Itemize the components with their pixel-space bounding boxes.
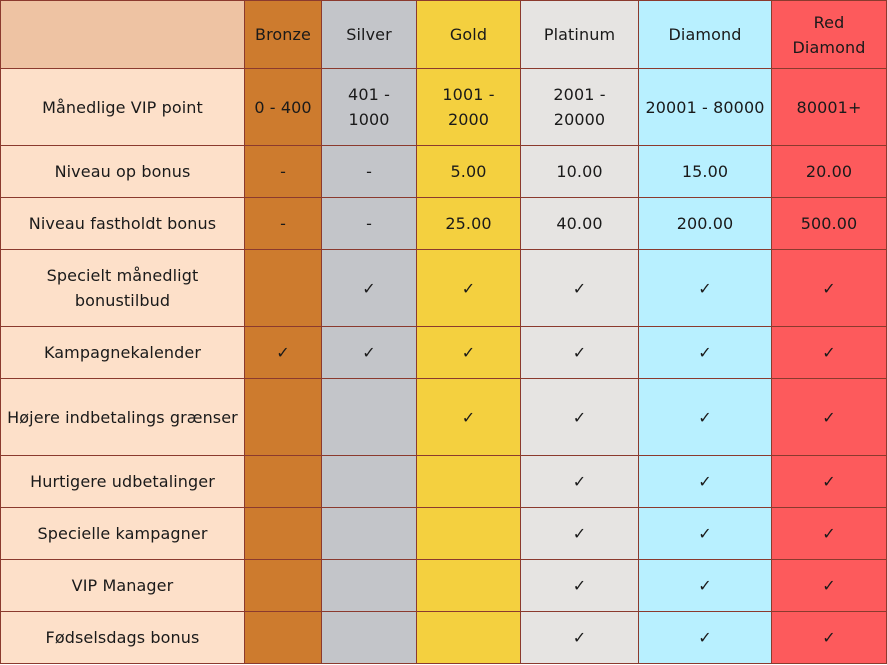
cell-bronze <box>245 612 322 664</box>
cell-bronze: 0 - 400 <box>245 69 322 146</box>
check-icon: ✓ <box>772 560 887 612</box>
check-icon: ✓ <box>772 612 887 664</box>
table-row <box>1 69 887 146</box>
cell-silver <box>322 456 417 508</box>
cell-gold: 5.00 <box>417 146 521 198</box>
header-row <box>1 1 887 69</box>
cell-diamond: 15.00 <box>639 146 772 198</box>
row-label: Specielle kampagner <box>1 508 245 560</box>
cell-silver <box>322 379 417 456</box>
check-icon: ✓ <box>639 560 772 612</box>
table-row <box>1 146 887 198</box>
row-label: Kampagnekalender <box>1 327 245 379</box>
check-icon: ✓ <box>521 379 639 456</box>
check-icon: ✓ <box>521 612 639 664</box>
table-row <box>1 327 887 379</box>
check-icon: ✓ <box>772 508 887 560</box>
tier-header-silver: Silver <box>322 1 417 69</box>
check-icon: ✓ <box>521 327 639 379</box>
cell-bronze <box>245 560 322 612</box>
check-icon: ✓ <box>639 379 772 456</box>
cell-silver <box>322 508 417 560</box>
check-icon: ✓ <box>772 250 887 327</box>
cell-platinum: 40.00 <box>521 198 639 250</box>
check-icon: ✓ <box>521 456 639 508</box>
cell-silver: - <box>322 146 417 198</box>
table-row <box>1 508 887 560</box>
tier-header-gold: Gold <box>417 1 521 69</box>
check-icon: ✓ <box>521 560 639 612</box>
cell-silver: 401 - 1000 <box>322 69 417 146</box>
check-icon: ✓ <box>772 456 887 508</box>
cell-platinum: 2001 - 20000 <box>521 69 639 146</box>
check-icon: ✓ <box>417 250 521 327</box>
cell-red-diamond: 500.00 <box>772 198 887 250</box>
tier-header-diamond: Diamond <box>639 1 772 69</box>
cell-silver <box>322 560 417 612</box>
corner-cell <box>1 1 245 69</box>
table-body <box>1 69 887 664</box>
cell-bronze <box>245 508 322 560</box>
cell-gold: 1001 - 2000 <box>417 69 521 146</box>
table-row <box>1 250 887 327</box>
table-row <box>1 456 887 508</box>
check-icon: ✓ <box>322 327 417 379</box>
cell-silver: - <box>322 198 417 250</box>
check-icon: ✓ <box>639 508 772 560</box>
cell-gold <box>417 560 521 612</box>
cell-red-diamond: 80001+ <box>772 69 887 146</box>
cell-diamond: 200.00 <box>639 198 772 250</box>
cell-bronze: - <box>245 146 322 198</box>
cell-gold <box>417 456 521 508</box>
row-label: Specielt månedligt bonustilbud <box>1 250 245 327</box>
cell-gold: 25.00 <box>417 198 521 250</box>
cell-silver <box>322 612 417 664</box>
row-label: Niveau op bonus <box>1 146 245 198</box>
check-icon: ✓ <box>417 327 521 379</box>
check-icon: ✓ <box>521 250 639 327</box>
cell-gold <box>417 508 521 560</box>
cell-gold <box>417 612 521 664</box>
cell-platinum: 10.00 <box>521 146 639 198</box>
cell-red-diamond: 20.00 <box>772 146 887 198</box>
tier-header-red-diamond: Red Diamond <box>772 1 887 69</box>
table-row <box>1 560 887 612</box>
check-icon: ✓ <box>772 327 887 379</box>
cell-diamond: 20001 - 80000 <box>639 69 772 146</box>
row-label: Højere indbetalings grænser <box>1 379 245 456</box>
row-label: Niveau fastholdt bonus <box>1 198 245 250</box>
row-label: Månedlige VIP point <box>1 69 245 146</box>
check-icon: ✓ <box>639 327 772 379</box>
table-row <box>1 379 887 456</box>
check-icon: ✓ <box>417 379 521 456</box>
table-row <box>1 612 887 664</box>
check-icon: ✓ <box>639 456 772 508</box>
row-label: Fødselsdags bonus <box>1 612 245 664</box>
check-icon: ✓ <box>245 327 322 379</box>
check-icon: ✓ <box>639 612 772 664</box>
cell-bronze <box>245 379 322 456</box>
check-icon: ✓ <box>639 250 772 327</box>
check-icon: ✓ <box>322 250 417 327</box>
row-label: Hurtigere udbetalinger <box>1 456 245 508</box>
check-icon: ✓ <box>521 508 639 560</box>
table-row <box>1 198 887 250</box>
check-icon: ✓ <box>772 379 887 456</box>
cell-bronze <box>245 250 322 327</box>
tier-header-bronze: Bronze <box>245 1 322 69</box>
tier-header-platinum: Platinum <box>521 1 639 69</box>
cell-bronze: - <box>245 198 322 250</box>
cell-bronze <box>245 456 322 508</box>
row-label: VIP Manager <box>1 560 245 612</box>
